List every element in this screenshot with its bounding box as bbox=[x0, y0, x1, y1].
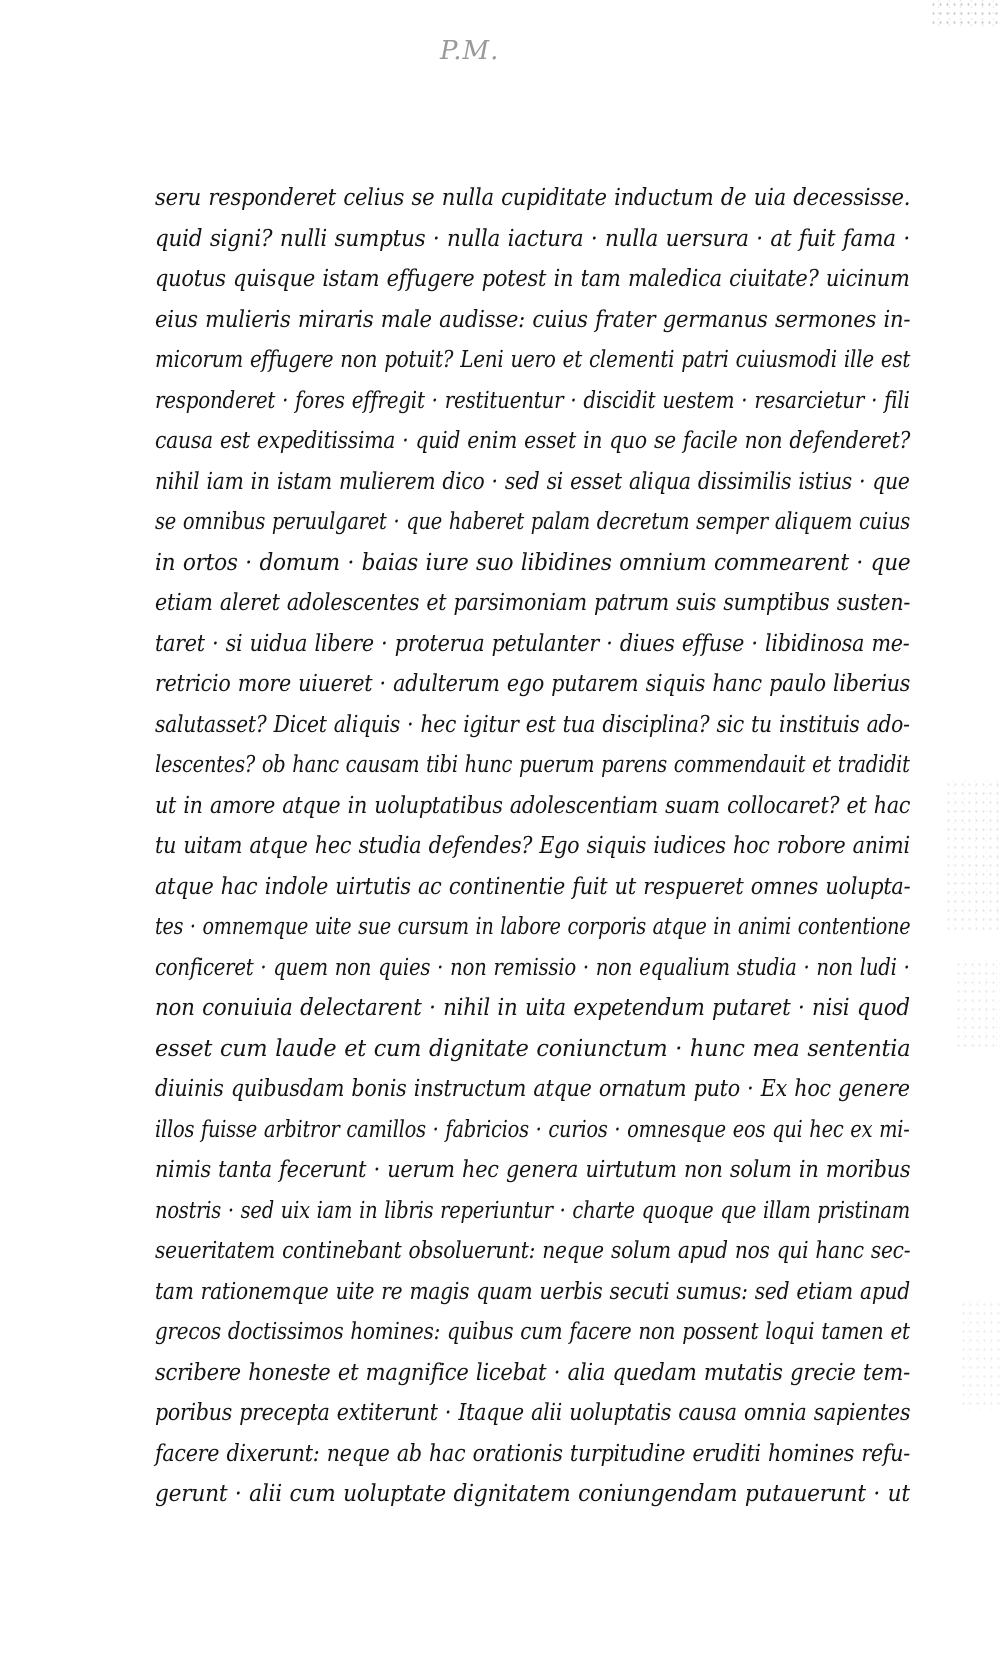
text-line: retricio more uiueret · adulterum ego putarem siquis hanc paulo liberius bbox=[155, 671, 911, 697]
text-line: quotus quisque istam effugere potest in tam maledica ciuitate? uicinum bbox=[155, 266, 910, 292]
text-line: quid signi? nulli sumptus · nulla iactura · nulla uersura · at fuit fama · bbox=[155, 225, 910, 252]
text-line: etiam aleret adolescentes et parsimoniam patrum suis sumptibus susten- bbox=[155, 590, 911, 616]
scan-speckle bbox=[930, 0, 1000, 30]
text-line: nostris · sed uix iam in libris reperiuntur · charte quoque que illam pristinam bbox=[155, 1197, 911, 1224]
text-line: diuinis quibusdam bonis instructum atque ornatum puto · Ex hoc genere bbox=[155, 1076, 910, 1102]
scan-speckle bbox=[945, 780, 1000, 930]
text-line: seru responderet celius se nulla cupiditate inductum de uia decessisse. bbox=[155, 185, 911, 211]
text-line: tes · omnemque uite sue cursum in labore corporis atque in animi contentione bbox=[155, 914, 911, 940]
text-line: nimis tanta fecerunt · uerum hec genera uirtutum non solum in moribus bbox=[155, 1157, 911, 1183]
text-line: taret · si uidua libere · proterua petulanter · diues effuse · libidinosa me- bbox=[155, 630, 910, 657]
text-line: tu uitam atque hec studia defendes? Ego siquis iudices hoc robore animi bbox=[155, 833, 910, 859]
text-line: illos fuisse arbitror camillos · fabricios · curios · omnesque eos qui hec ex mi- bbox=[155, 1116, 910, 1143]
text-line: seueritatem continebant obsoluerunt: neque solum apud nos qui hanc sec- bbox=[155, 1238, 911, 1264]
scan-speckle bbox=[960, 1300, 1000, 1410]
text-line: micorum effugere non potuit? Leni uero et clementi patri cuiusmodi ille est bbox=[155, 347, 911, 373]
text-line: lescentes? ob hanc causam tibi hunc puerum parens commendauit et tradidit bbox=[155, 752, 910, 778]
text-line: tam rationemque uite re magis quam uerbis secuti sumus: sed etiam apud bbox=[155, 1278, 910, 1305]
text-line: nihil iam in istam mulierem dico · sed si esset aliqua dissimilis istius · que bbox=[155, 468, 910, 495]
text-line: responderet · fores effregit · restituentur · discidit uestem · resarcietur · fili bbox=[155, 387, 910, 414]
text-line: facere dixerunt: neque ab hac orationis turpitudine eruditi homines refu- bbox=[155, 1440, 911, 1467]
text-line: ut in amore atque in uoluptatibus adolescentiam suam collocaret? et hac bbox=[155, 792, 911, 819]
text-line: se omnibus peruulgaret · que haberet palam decretum semper aliquem cuius bbox=[155, 509, 911, 535]
text-line: eius mulieris miraris male audisse: cuius frater germanus sermones in- bbox=[155, 306, 911, 333]
text-line: in ortos · domum · baias iure suo libidines omnium commearent · que bbox=[155, 549, 911, 576]
text-line: causa est expeditissima · quid enim esset in quo se facile non defenderet? bbox=[155, 428, 911, 454]
text-line: scribere honeste et magnifice licebat · alia quedam mutatis grecie tem- bbox=[155, 1359, 910, 1386]
text-line: gerunt · alii cum uoluptate dignitatem coniungendam putauerunt · ut bbox=[155, 1481, 910, 1507]
text-line: atque hac indole uirtutis ac continentie fuit ut respueret omnes uolupta- bbox=[155, 873, 911, 900]
text-line: non conuiuia delectarent · nihil in uita expetendum putaret · nisi quod bbox=[155, 995, 910, 1021]
text-line: esset cum laude et cum dignitate coniunctum · hunc mea sententia bbox=[155, 1035, 911, 1062]
text-line: salutasset? Dicet aliquis · hec igitur est tua disciplina? sic tu instituis ado- bbox=[155, 711, 910, 738]
text-line: grecos doctissimos homines: quibus cum facere non possent loqui tamen et bbox=[155, 1319, 910, 1345]
text-line: poribus precepta extiterunt · Itaque alii uoluptatis causa omnia sapientes bbox=[155, 1400, 911, 1426]
folio-mark: P.M. bbox=[440, 36, 500, 66]
scan-speckle bbox=[955, 960, 1000, 1050]
text-line: conficeret · quem non quies · non remissio · non equalium studia · non ludi · bbox=[155, 954, 910, 981]
manuscript-text bbox=[155, 178, 915, 1515]
